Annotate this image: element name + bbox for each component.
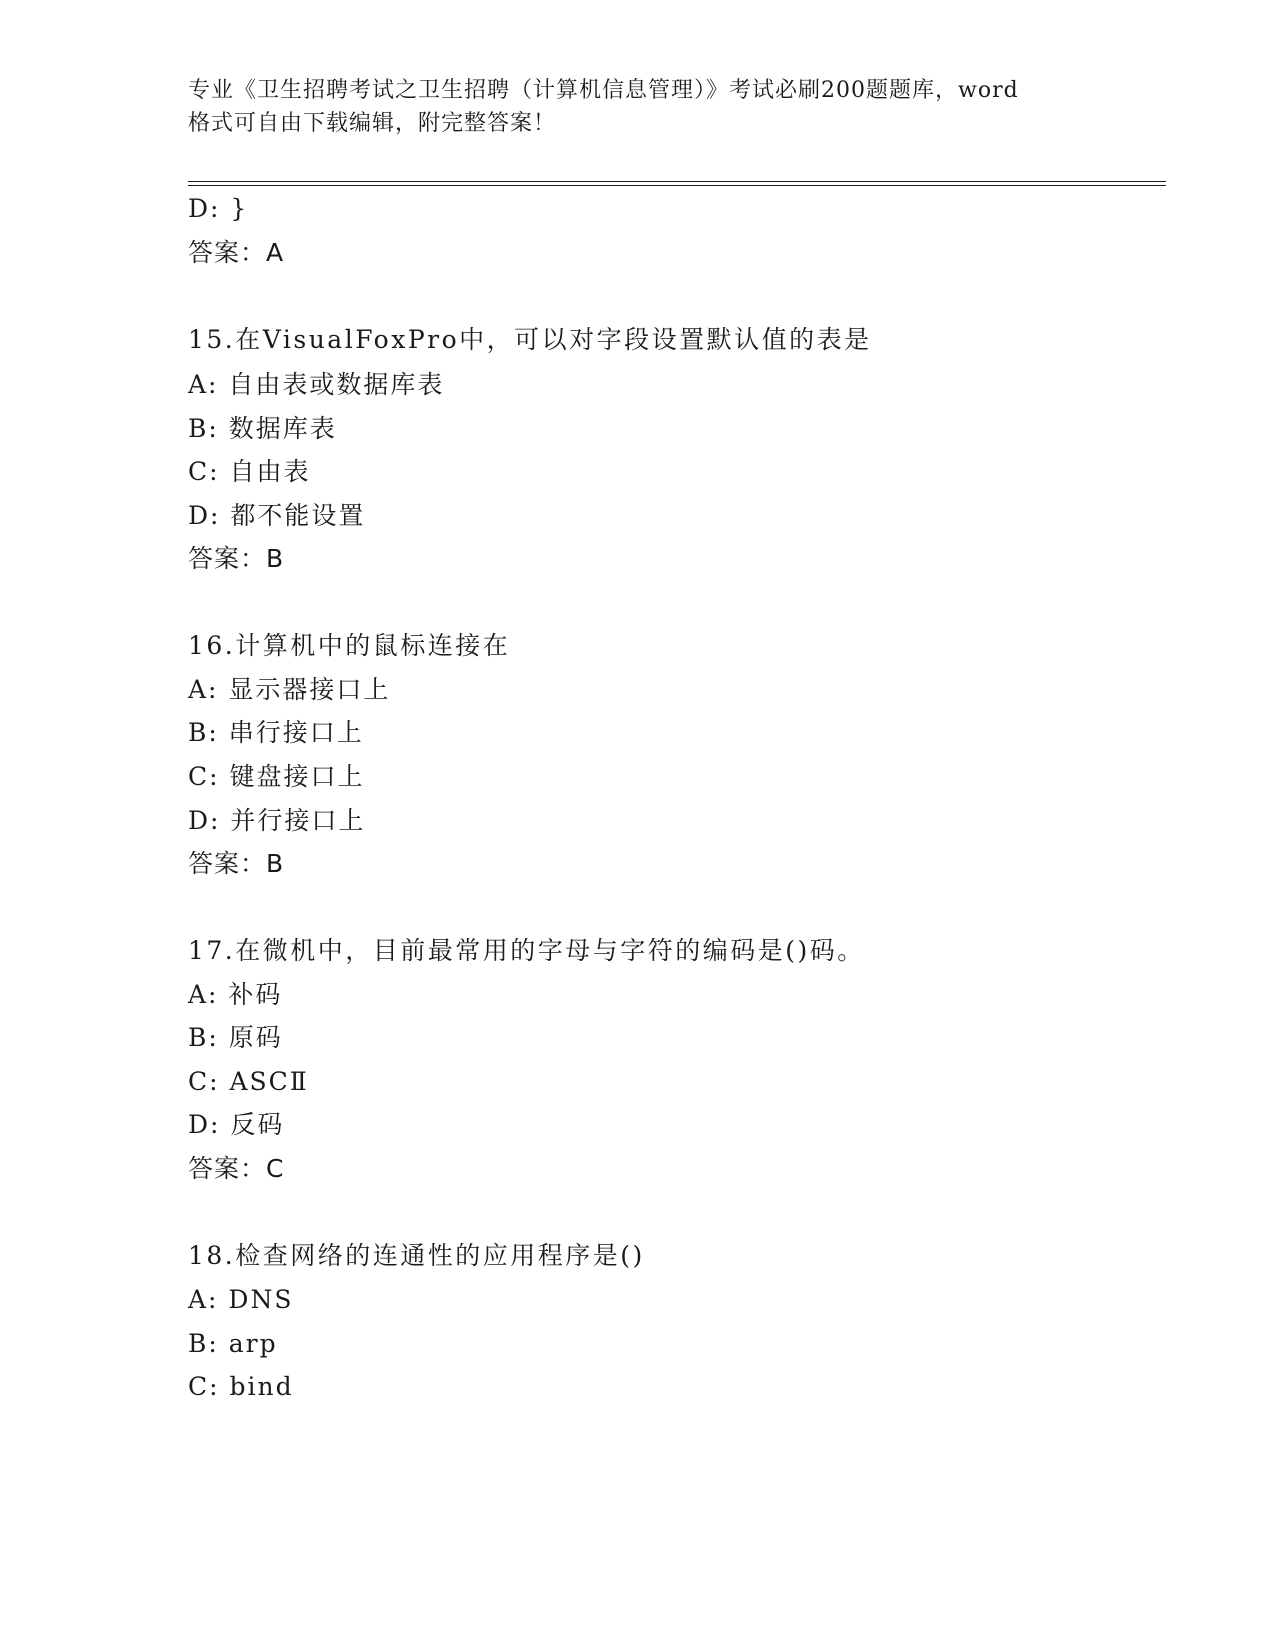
question-17-option-d: D: 反码 xyxy=(188,1110,285,1139)
question-15-title: 15.在VisualFoxPro中，可以对字段设置默认值的表是 xyxy=(188,325,872,354)
question-15-option-a: A: 自由表或数据库表 xyxy=(188,370,445,399)
question-17-option-b: B: 原码 xyxy=(188,1023,283,1052)
question-16-answer: 答案：B xyxy=(188,849,285,878)
question-15-answer: 答案：B xyxy=(188,544,285,573)
question-15-option-c: C: 自由表 xyxy=(188,457,311,486)
header-divider-bottom xyxy=(188,185,1166,186)
document-header xyxy=(188,74,1088,140)
header-divider-top xyxy=(188,181,1166,182)
question-18-option-c: C: bind xyxy=(188,1372,294,1401)
question-16-option-b: B: 串行接口上 xyxy=(188,718,364,747)
question-16-option-d: D: 并行接口上 xyxy=(188,806,366,835)
question-18-option-b: B: arp xyxy=(188,1329,278,1358)
question-15-option-b: B: 数据库表 xyxy=(188,414,337,443)
question-17-answer: 答案：C xyxy=(188,1154,285,1183)
header-line-1: 专业《卫生招聘考试之卫生招聘（计算机信息管理）》考试必刷200题题库，word xyxy=(188,78,1019,103)
question-17-option-a: A: 补码 xyxy=(188,980,283,1009)
question-16-option-c: C: 键盘接口上 xyxy=(188,762,365,791)
prev-answer: 答案：A xyxy=(188,238,285,267)
header-line-2: 格式可自由下载编辑，附完整答案！ xyxy=(188,111,557,136)
question-16-option-a: A: 显示器接口上 xyxy=(188,675,391,704)
question-16-title: 16.计算机中的鼠标连接在 xyxy=(188,631,511,660)
question-18-option-a: A: DNS xyxy=(188,1285,294,1314)
prev-option-d: D: } xyxy=(188,194,249,223)
question-17-title: 17.在微机中，目前最常用的字母与字符的编码是()码。 xyxy=(188,936,865,965)
question-18-title: 18.检查网络的连通性的应用程序是() xyxy=(188,1241,645,1270)
question-17-option-c: C: ASCⅡ xyxy=(188,1067,309,1096)
question-15-option-d: D: 都不能设置 xyxy=(188,501,366,530)
